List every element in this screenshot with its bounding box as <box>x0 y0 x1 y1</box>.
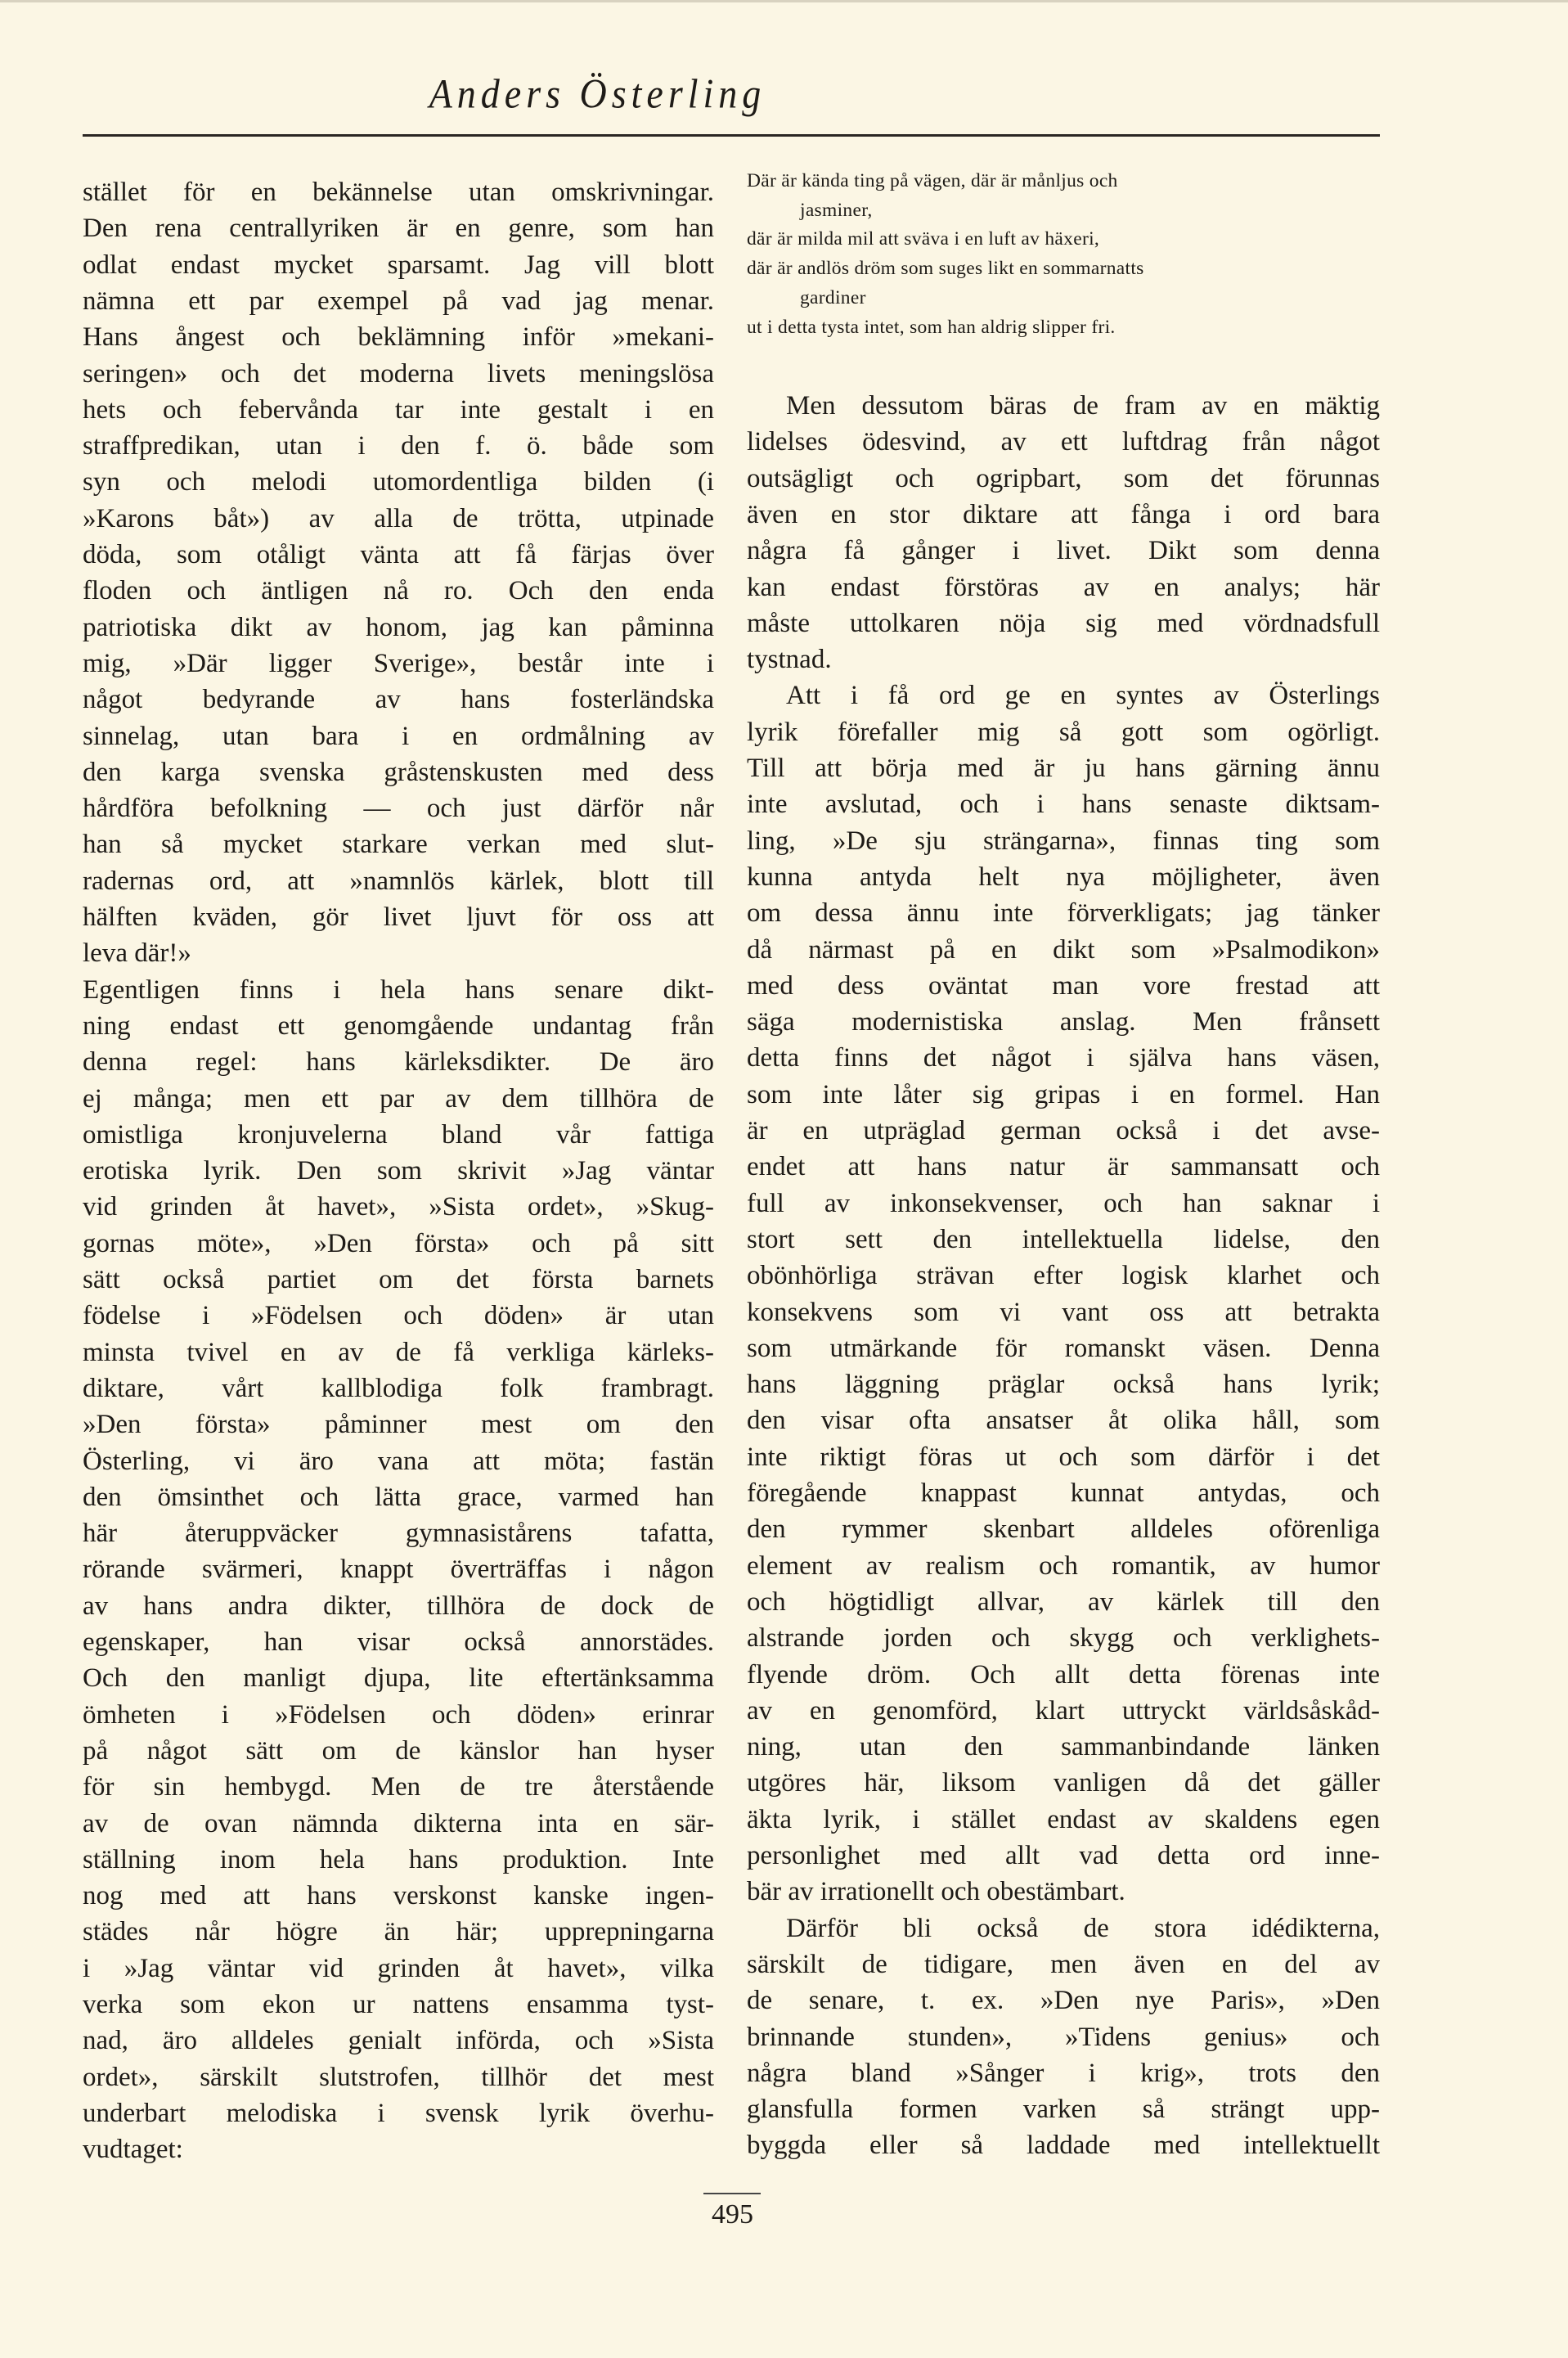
text-line: ning, utan den sammanbindande länken <box>747 1732 1380 1762</box>
text-line: patriotiska dikt av honom, jag kan påminna <box>83 612 714 642</box>
text-line: Hans ångest och beklämning inför »mekani- <box>83 322 714 353</box>
text-line: ej många; men ett par av dem tillhöra de <box>83 1083 714 1114</box>
text-line: Men dessutom bäras de fram av en mäktig <box>786 391 1380 421</box>
text-line: städes når högre än här; upprepningarna <box>83 1917 714 1947</box>
text-line: mig, »Där ligger Sverige», består inte i <box>83 648 714 678</box>
text-line: »Den första» påminner mest om den <box>83 1410 714 1440</box>
text-line: kunna antyda helt nya möjligheter, även <box>747 862 1380 892</box>
page-number-text: 495 <box>712 2199 753 2230</box>
text-line: och högtidligt allvar, av kärlek till den <box>747 1586 1380 1617</box>
text-line: vid grinden åt havet», »Sista ordet», »Skug- <box>83 1192 714 1222</box>
text-line: på något sätt om de känslor han hyser <box>83 1735 714 1766</box>
text-line: kan endast förstöras av en analys; här <box>747 572 1380 602</box>
text-line: stället för en bekännelse utan omskrivningar. <box>83 178 714 207</box>
poem-line: där är milda mil att sväva i en luft av häxeri, <box>747 228 1100 250</box>
running-header-title: Anders Österling <box>429 70 766 117</box>
text-line: full av inkonsekvenser, och han saknar i <box>747 1188 1380 1218</box>
text-line: de senare, t. ex. »Den nye Paris», »Den <box>747 1986 1380 2016</box>
text-line: straffpredikan, utan i den f. ö. både som <box>83 431 714 461</box>
text-line: flyende dröm. Och allt detta förenas inte <box>747 1659 1380 1690</box>
text-line: Den rena centrallyriken är en genre, som han <box>83 214 714 244</box>
header-rule <box>83 134 1380 137</box>
text-line: odlat endast mycket sparsamt. Jag vill blott <box>83 250 714 280</box>
poem-line: jasminer, <box>800 199 873 221</box>
text-line: här återuppväcker gymnasistårens tafatta, <box>83 1519 714 1549</box>
text-line: brinnande stunden», »Tidens genius» och <box>747 2022 1380 2052</box>
text-line: leva där!» <box>83 938 191 969</box>
text-line: hans läggning präglar också hans lyrik; <box>747 1370 1380 1400</box>
text-line: gornas möte», »Den första» och på sitt <box>83 1228 714 1258</box>
text-line: minsta tvivel en av de få verkliga kärleks- <box>83 1337 714 1367</box>
text-line: Och den manligt djupa, lite eftertänksamma <box>83 1663 714 1694</box>
text-line: lyrik förefaller mig så gott som ogörligt. <box>747 717 1380 747</box>
text-line: denna regel: hans kärleksdikter. De äro <box>83 1047 714 1078</box>
text-line: hälften kväden, gör livet ljuvt för oss att <box>83 902 714 932</box>
text-line: nad, äro alldeles genialt införda, och »Sista <box>83 2026 714 2056</box>
text-line: nog med att hans verskonst kanske ingen- <box>83 1881 714 1911</box>
text-line: med dess oväntat man vore frestad att <box>747 970 1380 1001</box>
text-line: vudtaget: <box>83 2135 183 2165</box>
text-line: även en stor diktare att fånga i ord bara <box>747 499 1380 529</box>
text-line: något bedyrande av hans fosterländska <box>83 685 714 715</box>
text-line: hets och febervånda tar inte gestalt i en <box>83 394 714 425</box>
text-line: ling, »De sju strängarna», finnas ting som <box>747 826 1380 856</box>
text-line: outsägligt och ogripbart, som det förunnas <box>747 463 1380 493</box>
text-line: i »Jag väntar vid grinden åt havet», vilka <box>83 1953 714 1983</box>
text-line: han så mycket starkare verkan med slut- <box>83 830 714 860</box>
text-line: Därför bli också de stora idédikterna, <box>786 1913 1380 1943</box>
text-line: säga modernistiska anslag. Men frånsett <box>747 1007 1380 1037</box>
text-line: av en genomförd, klart uttryckt världsåskåd- <box>747 1695 1380 1726</box>
text-line: rörande svärmeri, knappt överträffas i någon <box>83 1555 714 1585</box>
text-line: sätt också partiet om det första barnets <box>83 1265 714 1294</box>
text-line: Till att börja med är ju hans gärning ännu <box>747 754 1380 783</box>
text-line: verka som ekon ur nattens ensamma tyst- <box>83 1990 714 2019</box>
text-line: radernas ord, att »namnlös kärlek, blott till <box>83 866 714 896</box>
page-number <box>0 2199 1568 2230</box>
text-line: om dessa ännu inte förverkligats; jag tänker <box>747 898 1380 929</box>
text-line: byggda eller så laddade med intellektuellt <box>747 2131 1380 2161</box>
text-line: hårdföra befolkning — och just därför når <box>83 794 714 824</box>
text-line: element av realism och romantik, av humor <box>747 1550 1380 1581</box>
text-line: ning endast ett genomgående undantag från <box>83 1010 714 1041</box>
text-line: floden och äntligen nå ro. Och den enda <box>83 576 714 606</box>
text-line: som utmärkande för romanskt väsen. Denna <box>747 1333 1380 1363</box>
poem-line: där är andlös dröm som suges likt en sommarnatts <box>747 258 1144 280</box>
text-line: ställning inom hela hans produktion. Inte <box>83 1844 714 1874</box>
text-line: syn och melodi utomordentliga bilden (i <box>83 467 714 497</box>
text-line: Österling, vi äro vana att möta; fastän <box>83 1446 714 1476</box>
page-number-rule <box>703 2193 761 2194</box>
text-line: glansfulla formen varken så strängt upp- <box>747 2095 1380 2125</box>
text-line: stort sett den intellektuella lidelse, den <box>747 1224 1380 1254</box>
text-line: som inte låter sig gripas i en formel. Han <box>747 1079 1380 1109</box>
text-line: äkta lyrik, i stället endast av skaldens egen <box>747 1804 1380 1834</box>
text-line: omistliga kronjuvelerna bland vår fattiga <box>83 1119 714 1150</box>
poem-line: Där är kända ting på vägen, där är månljus och <box>747 170 1118 191</box>
text-line: inte avslutad, och i hans senaste diktsam- <box>747 790 1380 820</box>
text-line: seringen» och det moderna livets meningslösa <box>83 358 714 389</box>
text-line: bär av irrationellt och obestämbart. <box>747 1877 1125 1907</box>
text-line: den karga svenska gråstenskusten med dess <box>83 757 714 787</box>
text-line: Att i få ord ge en syntes av Österlings <box>786 681 1380 711</box>
text-line: Egentligen finns i hela hans senare dikt- <box>83 974 714 1005</box>
text-line: detta finns det något i själva hans väsen, <box>747 1043 1380 1073</box>
text-line: »Karons båt») av alla de trötta, utpinade <box>83 503 714 533</box>
page-top-edge <box>0 0 1568 2</box>
text-line: utgöres här, liksom vanligen då det gäller <box>747 1768 1380 1798</box>
text-line: ordet», särskilt slutstrofen, tillhör det mest <box>83 2062 714 2092</box>
text-line: personlighet med allt vad detta ord inne- <box>747 1841 1380 1870</box>
poem-line: ut i detta tysta intet, som han aldrig slipper fri. <box>747 316 1116 338</box>
text-line: särskilt de tidigare, men även en del av <box>747 1949 1380 1979</box>
text-line: några få gånger i livet. Dikt som denna <box>747 536 1380 566</box>
text-line: döda, som otåligt vänta att få färjas över <box>83 540 714 569</box>
text-line: erotiska lyrik. Den som skrivit »Jag väntar <box>83 1156 714 1186</box>
text-line: ömheten i »Födelsen och döden» erinrar <box>83 1699 714 1730</box>
text-line: då närmast på en dikt som »Psalmodikon» <box>747 934 1380 965</box>
text-line: endet att hans natur är sammansatt och <box>747 1152 1380 1182</box>
text-line: diktare, vårt kallblodiga folk frambragt. <box>83 1373 714 1403</box>
text-line: alstrande jorden och skygg och verklighets- <box>747 1623 1380 1654</box>
text-line: tystnad. <box>747 645 832 675</box>
text-line: egenskaper, han visar också annorstädes. <box>83 1627 714 1657</box>
text-line: föregående knappast kunnat antydas, och <box>747 1478 1380 1508</box>
text-line: lidelses ödesvind, av ett luftdrag från något <box>747 427 1380 457</box>
text-line: nämna ett par exempel på vad jag menar. <box>83 286 714 316</box>
text-line: obönhörliga strävan efter logisk klarhet och <box>747 1261 1380 1291</box>
text-line: konsekvens som vi vant oss att betrakta <box>747 1297 1380 1327</box>
running-header <box>0 72 1568 115</box>
text-line: av hans andra dikter, tillhöra de dock de <box>83 1591 714 1621</box>
text-line: underbart melodiska i svensk lyrik överhu- <box>83 2098 714 2128</box>
text-line: den rymmer skenbart alldeles oförenliga <box>747 1514 1380 1545</box>
poem-line: gardiner <box>800 286 866 308</box>
text-line: den visar ofta ansatser åt olika håll, som <box>747 1406 1380 1436</box>
text-line: sinnelag, utan bara i en ordmålning av <box>83 721 714 751</box>
text-line: av de ovan nämnda dikterna inta en sär- <box>83 1808 714 1838</box>
text-line: inte riktigt föras ut och som därför i det <box>747 1442 1380 1472</box>
text-line: födelse i »Födelsen och döden» är utan <box>83 1301 714 1331</box>
text-line: för sin hembygd. Men de tre återstående <box>83 1772 714 1802</box>
text-line: är en utpräglad german också i det avse- <box>747 1116 1380 1145</box>
text-line: några bland »Sånger i krig», trots den <box>747 2058 1380 2088</box>
text-line: den ömsinthet och lätta grace, varmed han <box>83 1482 714 1512</box>
text-line: måste uttolkaren nöja sig med vördnadsfull <box>747 608 1380 638</box>
